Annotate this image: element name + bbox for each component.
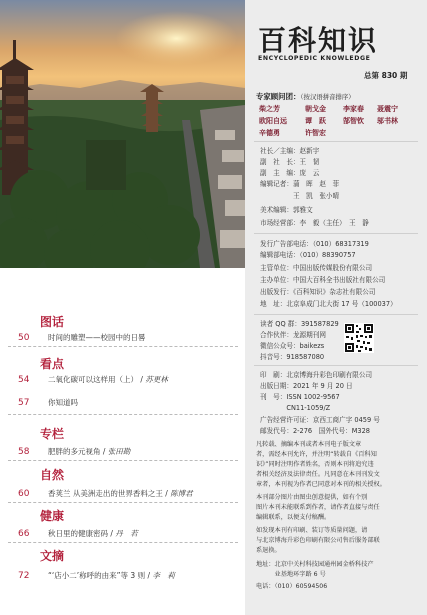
toc-page: 50 — [18, 333, 30, 343]
section-heading: 自然 — [40, 468, 65, 482]
toc-author: 陈博君 — [170, 489, 193, 498]
notice-line: 编辑联系，以便支付稿酬。 — [256, 514, 331, 521]
toc-entry[interactable]: 58 肥胖的多元视角 / 张田勘 — [18, 447, 131, 457]
contact-line: 编辑部电话：（010）88390757 — [260, 251, 356, 259]
notice-line: 识》”同时注明作者姓名，否则本刊将追究违 — [256, 461, 374, 468]
toc-page: 54 — [18, 375, 30, 385]
advisor-name: 聂震宁 — [377, 105, 398, 113]
toc-page: 60 — [18, 489, 30, 499]
panel-divider — [254, 233, 418, 234]
staff-line: 王 凯 张小晴 — [260, 192, 340, 200]
advisor-name: 柴之芳 — [259, 105, 280, 113]
pagoda-cityscape-image — [0, 0, 245, 268]
toc-author: 苏更林 — [145, 375, 168, 384]
advisor-name: 朝戈金 — [305, 105, 326, 113]
magazine-logo — [258, 26, 410, 66]
toc-title: “‘店小二’称呼的由来”等 3 则 — [48, 571, 146, 580]
print-line: 广告经营许可证：京西工商广字 0459 号 — [260, 416, 380, 424]
toc-title: 二氧化碳可以这样用（上） — [48, 375, 138, 384]
table-of-contents — [0, 268, 245, 615]
notice-line: 与北京博海升彩色印刷有限公司售后服务部联 — [256, 537, 380, 544]
toc-entry[interactable]: 72 “‘店小二’称呼的由来”等 3 则 / 李 莉 — [18, 571, 175, 581]
notice-line: 电话：（010）60594506 — [256, 583, 328, 590]
staff-line: 社长／主编：赵新宇 — [260, 147, 320, 155]
toc-divider — [8, 502, 238, 503]
staff-line: 美术编辑：郭雅文 — [260, 206, 313, 214]
notice-line: 业基地环字路 6 号 — [256, 571, 326, 578]
notice-line: 地址：北京中关村科技园通州园金桥科技产 — [256, 561, 374, 568]
toc-title: 肥胖的多元视角 — [48, 447, 101, 456]
notice-line: 图片本刊未能联系到作者，请作者直接与责任 — [256, 504, 380, 511]
notice-line: 章者，本刊视为作者已同意对本刊的相关授权。 — [256, 481, 386, 488]
toc-divider — [8, 460, 238, 461]
toc-divider — [8, 542, 238, 543]
toc-author: 丹 若 — [115, 529, 138, 538]
logo-title-en: ENCYCLOPEDIC KNOWLEDGE — [258, 55, 371, 62]
cover-photo — [0, 0, 245, 268]
advisors-heading-label: 专家顾问团： — [256, 92, 301, 101]
advisors-note: （按汉语拼音排序） — [300, 93, 355, 101]
advisor-name: 邬书林 — [377, 117, 398, 125]
toc-divider — [8, 346, 238, 347]
toc-page: 58 — [18, 447, 30, 457]
print-line: CN11-1059/Z — [260, 404, 331, 412]
social-line: 微信公众号：baikezs — [260, 342, 325, 350]
print-line: 刊 号：ISSN 1002-9567 — [260, 393, 340, 401]
panel-divider — [254, 314, 418, 315]
notice-line: 者，需经本刊允许，并注明“转载自《百科知 — [256, 451, 377, 458]
toc-page: 66 — [18, 529, 30, 539]
advisor-name: 郜智钦 — [343, 117, 364, 125]
staff-line: 市场经营部：李 毅（主任） 王 静 — [260, 219, 369, 227]
staff-line: 副 主 编：庞 云 — [260, 169, 320, 177]
toc-title: 秋日里的健康密码 — [48, 529, 108, 538]
contact-line: 出版发行：《百科知识》杂志社有限公司 — [260, 288, 376, 296]
qr-code-icon[interactable] — [344, 323, 374, 353]
toc-title: 香荚兰 从美洲走出的世界香料之王 — [48, 489, 163, 498]
notice-line: 系退换。 — [256, 547, 281, 554]
toc-page: 72 — [18, 571, 30, 581]
notice-line: 凡转载、摘编本刊或者本刊电子版文章 — [256, 441, 362, 448]
notice-line: 如发现本刊有印刷、装订等质量问题，请 — [256, 527, 368, 534]
advisor-name: 李家春 — [343, 105, 364, 113]
toc-title: 时间的雕塑——校园中的日晷 — [48, 333, 146, 342]
toc-page: 57 — [18, 398, 30, 408]
toc-title: 你知道吗 — [48, 398, 78, 407]
print-line: 邮发代号：2-276 国外代号：M328 — [260, 427, 370, 435]
advisor-name: 谭 跃 — [305, 117, 326, 125]
section-heading: 看点 — [40, 357, 65, 371]
notice-line: 者相关经济及法律责任。凡同意在本刊刊发文 — [256, 471, 380, 478]
advisor-name: 欧阳自远 — [259, 117, 287, 125]
toc-entry[interactable] — [18, 397, 240, 408]
toc-entry[interactable]: 60 香荚兰 从美洲走出的世界香料之王 / 陈博君 — [18, 489, 193, 499]
social-line: 合作伙伴：龙源期刊网 — [260, 331, 326, 339]
toc-entry[interactable]: 66 秋日里的健康密码 / 丹 若 — [18, 529, 138, 539]
section-heading: 文摘 — [40, 549, 65, 563]
issue-number: 总第 830 期 — [364, 71, 408, 80]
section-heading: 专栏 — [40, 427, 65, 441]
staff-line: 副 社 长：王 韧 — [260, 158, 320, 166]
toc-divider — [8, 414, 238, 415]
staff-line: 编辑记者：蒲 晖 赵 菲 — [260, 180, 340, 188]
print-line: 印 刷：北京博海升彩色印刷有限公司 — [260, 371, 373, 379]
contact-line: 主办单位：中国大百科全书出版社有限公司 — [260, 276, 386, 284]
social-line: 读者 QQ 群：391587829 — [260, 320, 339, 328]
toc-entry[interactable] — [18, 332, 240, 343]
advisor-name: 许智宏 — [305, 129, 326, 137]
notice-line: 本刊部分图片由图虫创意提供，如有个别 — [256, 494, 368, 501]
toc-author: 李 莉 — [152, 571, 175, 580]
panel-divider — [254, 365, 418, 366]
toc-author: 张田勘 — [107, 447, 131, 456]
advisors-heading — [256, 92, 355, 102]
section-heading: 健康 — [40, 509, 65, 523]
contact-line: 地 址：北京阜成门北大街 17 号（100037） — [260, 300, 397, 308]
logo-title-cn: 百科知识 — [258, 24, 379, 57]
contact-line: 发行广告部电话：（010）68317319 — [260, 240, 369, 248]
print-line: 出版日期：2021 年 9 月 20 日 — [260, 382, 353, 390]
contact-line: 主管单位：中国出版传媒股份有限公司 — [260, 264, 373, 272]
advisor-name: 辛德勇 — [259, 129, 280, 137]
section-heading: 图话 — [40, 315, 65, 329]
social-line: 抖音号：918587080 — [260, 353, 325, 361]
toc-entry[interactable]: 54 二氧化碳可以这样用（上） / 苏更林 — [18, 375, 168, 385]
panel-divider — [254, 141, 418, 142]
